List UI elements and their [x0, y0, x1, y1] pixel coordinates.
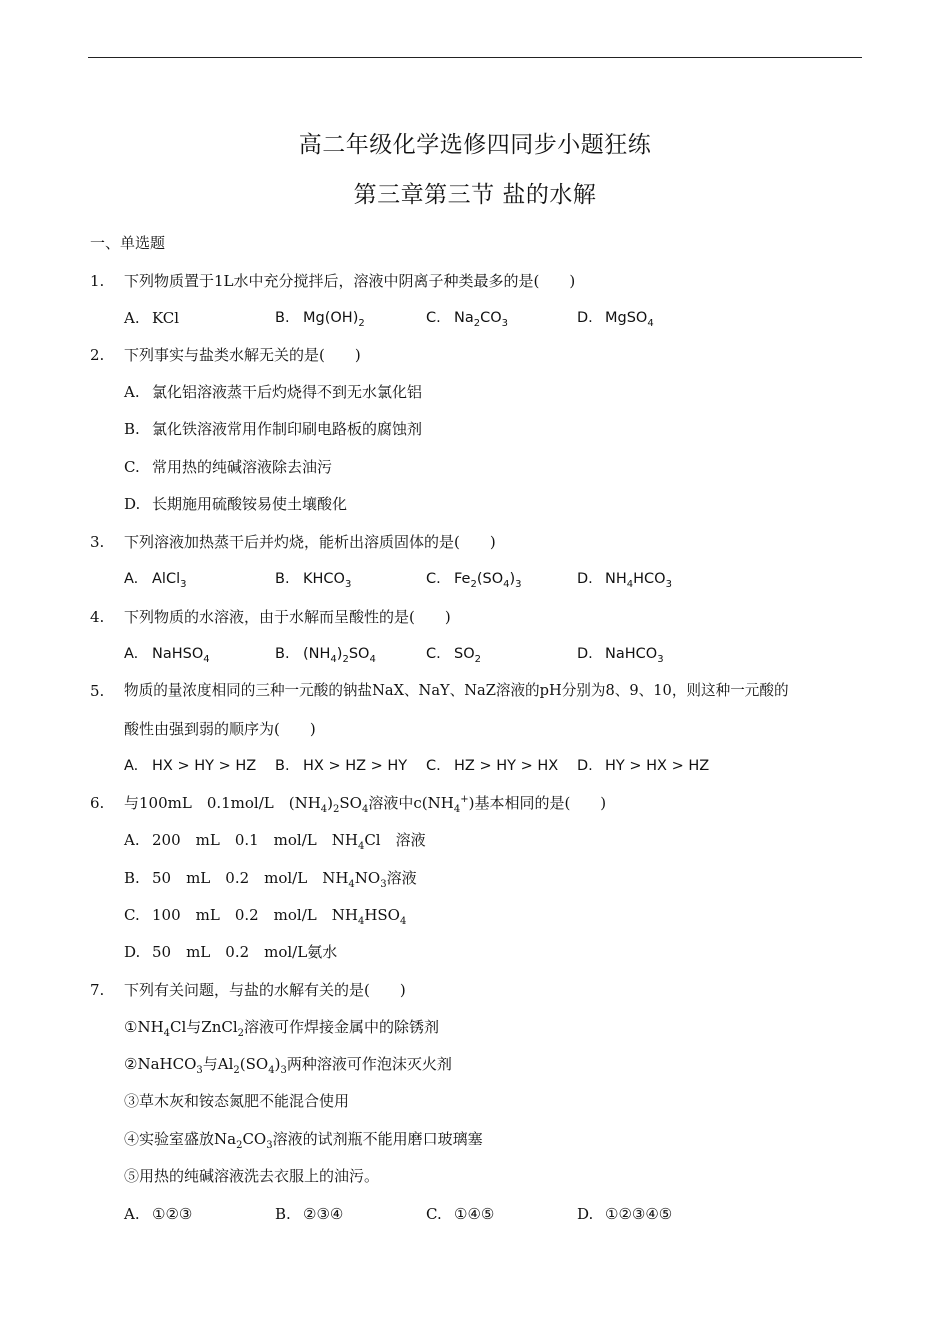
q1-option-a: A. KCl — [124, 309, 180, 327]
q5-option-b: B. HX > HZ > HY — [275, 758, 408, 774]
question-4-number: 4. — [90, 608, 105, 626]
q7-item-4: ④实验室盛放$Na_2CO_3$溶液的试剂瓶不能用磨口玻璃塞 — [124, 1130, 483, 1151]
q6-option-b: B. 50 mL 0.2 mol/L $NH_4NO_3$溶液 — [124, 869, 417, 890]
q7-item-1: $①NH_4Cl$与ZnCl$_2$溶液可作焊接金属中的除锈剂 — [124, 1018, 440, 1039]
q1-option-c: C. $Na_2CO_3$ — [426, 310, 509, 329]
q4-option-c: C. $SO_2$ — [426, 646, 481, 665]
q4-option-b: B. $(NH_4)_2SO_4$ — [275, 646, 376, 665]
question-5-text-line2: 酸性由强到弱的顺序为( ) — [124, 720, 316, 738]
q7-item-2: ②NaHCO$_3$与$Al_2(SO_4)_3$两种溶液可作泡沫灭火剂 — [124, 1055, 452, 1076]
q7-option-a: A. ①②③ — [124, 1205, 193, 1223]
question-2-number: 2. — [90, 346, 105, 364]
q6-option-a: A. 200 mL 0.1 mol/L $NH_4Cl$ 溶液 — [124, 831, 426, 852]
q6-option-d: D. 50 mL 0.2 mol/L氨水 — [124, 943, 338, 961]
q3-option-a: A. AlCl$_3$ — [124, 571, 187, 590]
question-1-text: 下列物质置于1L水中充分搅拌后，溶液中阴离子种类最多的是( ) — [124, 272, 576, 290]
q7-option-c: C. ①④⑤ — [426, 1205, 495, 1223]
page-subtitle: 第三章第三节 盐的水解 — [353, 182, 597, 208]
question-6-text: 与100mL 0.1mol/L $(NH_4)_2SO_4$溶液中$c(NH_4^+)$基本相同的是( ) — [124, 794, 607, 815]
q2-option-b: B. 氯化铁溶液常用作制印刷电路板的腐蚀剂 — [124, 420, 423, 438]
q5-option-c: C. HZ > HY > HX — [426, 758, 559, 774]
q3-option-b: B. $KHCO_3$ — [275, 571, 352, 590]
q4-option-a: A. NaHSO$_4$ — [124, 646, 210, 665]
q1-option-d: D. MgSO$_4$ — [577, 310, 654, 329]
q6-option-c: C. 100 mL 0.2 mol/L $NH_4HSO_4$ — [124, 906, 407, 927]
section-heading: 一、单选题 — [90, 234, 166, 252]
q3-option-c: C. $Fe_2(SO_4)_3$ — [426, 571, 522, 590]
q5-option-a: A. HX > HY > HZ — [124, 758, 257, 774]
q3-option-d: D. $NH_4HCO_3$ — [577, 571, 672, 590]
question-3-number: 3. — [90, 533, 105, 551]
q2-option-d: D. 长期施用硫酸铵易使土壤酸化 — [124, 495, 348, 513]
question-3-text: 下列溶液加热蒸干后并灼烧，能析出溶质固体的是( ) — [124, 533, 496, 551]
q2-option-c: C. 常用热的纯碱溶液除去油污 — [124, 458, 333, 476]
q7-item-3: ③草木灰和铵态氮肥不能混合使用 — [124, 1092, 350, 1110]
question-7-number: 7. — [90, 981, 105, 999]
q5-option-d: D. HY > HX > HZ — [577, 758, 710, 774]
question-2-text: 下列事实与盐类水解无关的是( ) — [124, 346, 361, 364]
question-5-text-line1: 物质的量浓度相同的三种一元酸的钠盐NaX、NaY、NaZ溶液的pH分别为8、9、10，则这种一元酸的 — [124, 682, 789, 699]
question-6-number: 6. — [90, 794, 105, 812]
q1-option-b: B. $Mg(OH)_2$ — [275, 310, 365, 329]
question-4-text: 下列物质的水溶液，由于水解而呈酸性的是( ) — [124, 608, 451, 626]
question-1-number: 1. — [90, 272, 105, 290]
q7-option-d: D. ①②③④⑤ — [577, 1205, 673, 1223]
header-rule — [88, 57, 862, 58]
question-7-text: 下列有关问题，与盐的水解有关的是( ) — [124, 981, 406, 999]
q7-option-b: B. ②③④ — [275, 1205, 344, 1223]
question-5-number: 5. — [90, 682, 105, 700]
q7-item-5: ⑤用热的纯碱溶液洗去衣服上的油污。 — [124, 1167, 380, 1185]
q4-option-d: D. NaHCO$_3$ — [577, 646, 664, 665]
page-title: 高二年级化学选修四同步小题狂练 — [298, 132, 652, 158]
q2-option-a: A. 氯化铝溶液蒸干后灼烧得不到无水氯化铝 — [124, 383, 423, 401]
